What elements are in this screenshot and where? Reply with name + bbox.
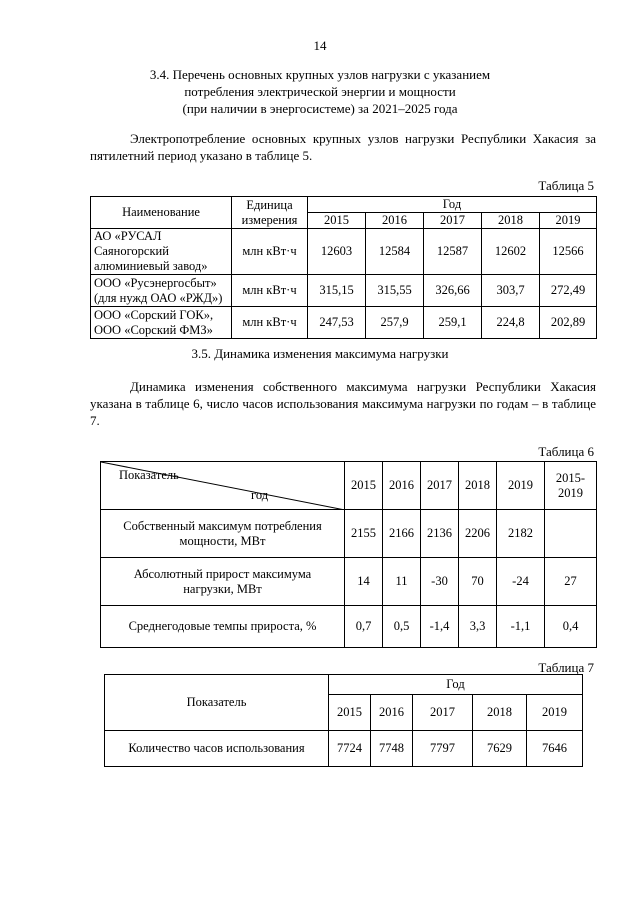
table-6-cell: 2182 xyxy=(497,510,545,558)
table-6-cell: -1,1 xyxy=(497,606,545,648)
table-7-header-year: Год xyxy=(329,675,583,695)
table-6-header-indicator: Показатель xyxy=(119,468,179,482)
table-5-cell: 12566 xyxy=(540,229,597,275)
table-7-header-indicator: Показатель xyxy=(105,675,329,731)
table-6-cell: 0,4 xyxy=(545,606,597,648)
table-6-year: 2016 xyxy=(383,462,421,510)
table-7-year: 2018 xyxy=(473,695,527,731)
table-5-cell: 247,53 xyxy=(308,307,366,339)
table-7-year: 2016 xyxy=(371,695,413,731)
table-5-cell: 272,49 xyxy=(540,275,597,307)
table-row xyxy=(91,275,597,307)
table-6-row-name: Собственный максимум потребления мощности, МВт xyxy=(101,510,345,558)
section-3-5-paragraph: Динамика изменения собственного максимума нагрузки Республики Хакасия указана в таблице 6, число часов использования максимума нагрузки по годам – в таблице 7. xyxy=(90,379,596,428)
table-5 xyxy=(90,196,597,339)
table-5-cell: 12584 xyxy=(366,229,424,275)
table-row xyxy=(101,510,597,558)
table-row xyxy=(91,229,597,275)
table-6-cell: 27 xyxy=(545,558,597,606)
table-5-caption: Таблица 5 xyxy=(538,178,594,193)
table-5-cell: 303,7 xyxy=(482,275,540,307)
table-5-year: 2016 xyxy=(366,213,424,229)
table-row xyxy=(101,606,597,648)
table-7 xyxy=(104,674,583,767)
table-5-cell: 257,9 xyxy=(366,307,424,339)
table-7-cell: 7646 xyxy=(527,731,583,767)
table-7-row-name: Количество часов использования xyxy=(105,731,329,767)
table-5-cell: 12587 xyxy=(424,229,482,275)
table-6 xyxy=(100,461,597,648)
table-6-year: 2019 xyxy=(497,462,545,510)
table-5-cell: 326,66 xyxy=(424,275,482,307)
section-3-4-title-line: 3.4. Перечень основных крупных узлов нагрузки с указанием xyxy=(149,67,491,82)
table-5-header-name: Наименование xyxy=(91,197,232,229)
table-5-row-unit: млн кВт·ч xyxy=(232,229,308,275)
table-6-year: 2017 xyxy=(421,462,459,510)
table-5-row-unit: млн кВт·ч xyxy=(232,275,308,307)
table-6-cell: 2155 xyxy=(345,510,383,558)
table-5-row-unit: млн кВт·ч xyxy=(232,307,308,339)
table-6-cell: 14 xyxy=(345,558,383,606)
table-6-cell: -24 xyxy=(497,558,545,606)
table-5-cell: 259,1 xyxy=(424,307,482,339)
table-7-cell: 7797 xyxy=(413,731,473,767)
table-row xyxy=(105,731,583,767)
table-6-row-name: Абсолютный прирост максимума нагрузки, МВт xyxy=(101,558,345,606)
table-6-diagonal-header xyxy=(101,462,345,510)
table-6-cell: 0,5 xyxy=(383,606,421,648)
table-6-year: 2015 xyxy=(345,462,383,510)
table-7-cell: 7724 xyxy=(329,731,371,767)
table-5-cell: 224,8 xyxy=(482,307,540,339)
table-5-cell: 12603 xyxy=(308,229,366,275)
page-number: 14 xyxy=(313,38,327,53)
table-5-row-name: АО «РУСАЛ Саяногорский алюминиевый завод» xyxy=(91,229,232,275)
table-5-year: 2018 xyxy=(482,213,540,229)
table-6-cell: -1,4 xyxy=(421,606,459,648)
table-6-row-name: Среднегодовые темпы прироста, % xyxy=(101,606,345,648)
section-3-4-title-line: (при наличии в энергосистеме) за 2021–2025 года xyxy=(182,101,458,116)
table-7-caption: Таблица 7 xyxy=(538,660,594,675)
table-6-cell: 2166 xyxy=(383,510,421,558)
table-6-cell xyxy=(545,510,597,558)
table-6-cell: -30 xyxy=(421,558,459,606)
table-6-year: 2018 xyxy=(459,462,497,510)
table-6-cell: 70 xyxy=(459,558,497,606)
table-5-year: 2015 xyxy=(308,213,366,229)
table-5-cell: 315,55 xyxy=(366,275,424,307)
table-5-cell: 202,89 xyxy=(540,307,597,339)
table-7-year: 2015 xyxy=(329,695,371,731)
table-5-cell: 12602 xyxy=(482,229,540,275)
table-5-year: 2019 xyxy=(540,213,597,229)
table-6-year: 2015-2019 xyxy=(545,462,597,510)
table-6-cell: 2136 xyxy=(421,510,459,558)
table-7-cell: 7748 xyxy=(371,731,413,767)
table-row xyxy=(101,558,597,606)
table-6-cell: 3,3 xyxy=(459,606,497,648)
table-5-header-unit: Единица измерения xyxy=(232,197,308,229)
table-5-row-name: ООО «Русэнергосбыт» (для нужд ОАО «РЖД») xyxy=(91,275,232,307)
table-7-year: 2017 xyxy=(413,695,473,731)
table-5-year: 2017 xyxy=(424,213,482,229)
table-7-year: 2019 xyxy=(527,695,583,731)
section-3-4-title-line: потребления электрической энергии и мощности xyxy=(184,84,456,99)
table-6-header-year: год xyxy=(251,488,269,502)
table-6-cell: 0,7 xyxy=(345,606,383,648)
section-3-5-title: 3.5. Динамика изменения максимума нагрузки xyxy=(191,346,449,361)
table-6-cell: 11 xyxy=(383,558,421,606)
table-5-header-year: Год xyxy=(308,197,597,213)
table-5-cell: 315,15 xyxy=(308,275,366,307)
table-6-cell: 2206 xyxy=(459,510,497,558)
section-3-4-title xyxy=(0,66,640,117)
table-5-row-name: ООО «Сорский ГОК», ООО «Сорский ФМЗ» xyxy=(91,307,232,339)
table-6-caption: Таблица 6 xyxy=(538,444,594,459)
table-7-cell: 7629 xyxy=(473,731,527,767)
section-3-4-paragraph: Электропотребление основных крупных узлов нагрузки Республики Хакасия за пятилетний период указано в таблице 5. xyxy=(90,131,596,163)
table-row xyxy=(91,307,597,339)
